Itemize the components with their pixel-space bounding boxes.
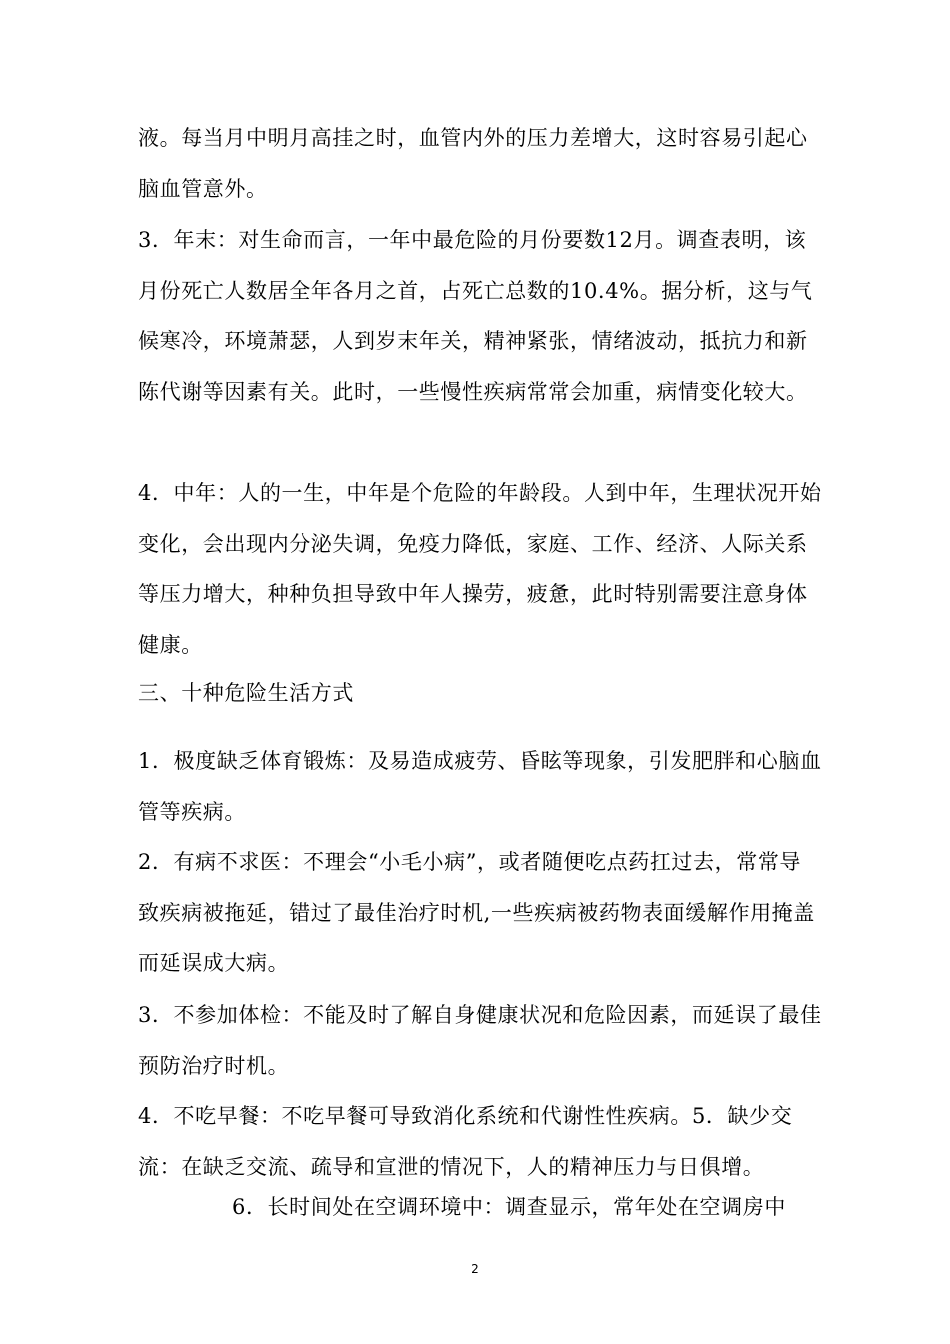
paragraph-lack-exercise: 1．极度缺乏体育锻炼：及易造成疲劳、昏眩等现象，引发肥胖和心脑血管等疾病。 — [138, 749, 822, 824]
paragraph-year-end: 3．年末：对生命而言，一年中最危险的月份要数12月。调查表明，该月份死亡人数居全年各月之首，占死亡总数的10.4%。据分析，这与气候寒冷，环境萧瑟，人到岁末年关，精神紧张，情绪波动，抵抗力和新陈代谢等因素有关。此时，一些慢性疾病常常会加重，病情变化较大。 — [138, 228, 813, 404]
paragraph-avoid-doctor: 2．有病不求医：不理会“小毛小病”，或者随便吃点药扛过去，常常导致疾病被拖延，错过了最佳治疗时机,一些疾病被药物表面缓解作用掩盖而延误成大病。 — [138, 850, 815, 975]
paragraph-middle-age: 4．中年：人的一生，中年是个危险的年龄段。人到中年，生理状况开始变化，会出现内分泌失调，免疫力降低，家庭、工作、经济、人际关系等压力增大，种种负担导致中年人操劳，疲惫，此时特别需要注意身体健康。 — [138, 481, 822, 657]
paragraph-continuation: 液。每当月中明月高挂之时，血管内外的压力差增大，这时容易引起心脑血管意外。 — [138, 126, 808, 201]
page-number: 2 — [471, 1262, 479, 1276]
paragraph-no-checkup: 3．不参加体检：不能及时了解自身健康状况和危险因素，而延误了最佳预防治疗时机。 — [138, 1003, 822, 1078]
paragraph-no-breakfast: 4．不吃早餐：不吃早餐可导致消化系统和代谢性性疾病。5．缺少交流：在缺乏交流、疏导和宣泄的情况下，人的精神压力与日俱增。 — [138, 1104, 793, 1179]
section-heading: 三、十种危险生活方式 — [138, 681, 354, 705]
paragraph-air-conditioning: 6．长时间处在空调环境中：调查显示，常年处在空调房中 — [232, 1195, 786, 1219]
